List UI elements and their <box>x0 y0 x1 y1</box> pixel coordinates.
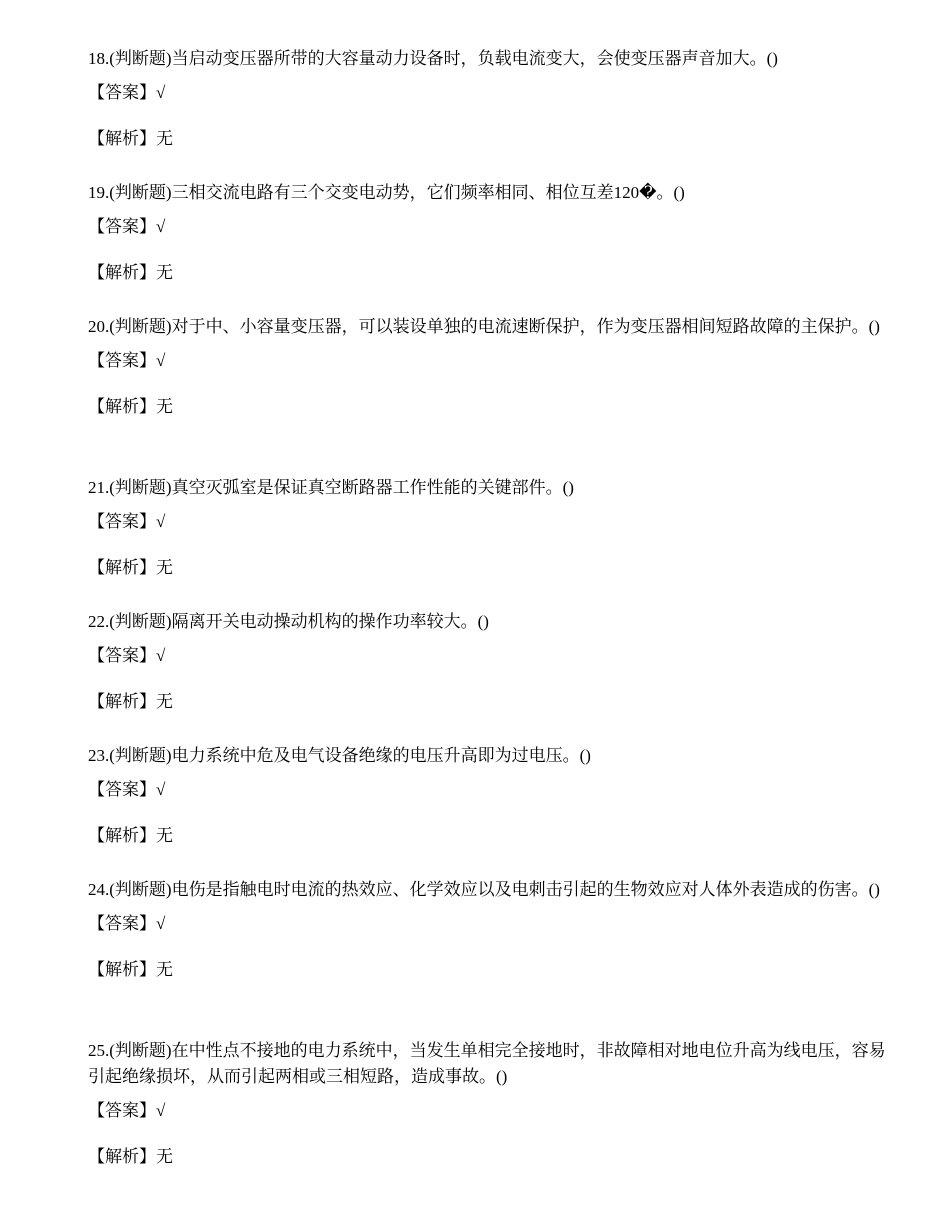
question-number: 25. <box>88 1041 110 1060</box>
answer-value: √ <box>156 646 166 665</box>
answer-line <box>88 777 893 803</box>
analysis-label: 【解析】 <box>88 826 156 845</box>
answer-line <box>88 911 893 937</box>
answer-line <box>88 80 893 106</box>
question-body: 电伤是指触电时电流的热效应、化学效应以及电刺击引起的生物效应对人体外表造成的伤害。() <box>171 880 880 899</box>
question-body: 当启动变压器所带的大容量动力设备时，负载电流变大，会使变压器声音加大。() <box>171 49 778 68</box>
answer-value: √ <box>156 83 166 102</box>
question-22 <box>88 609 893 743</box>
analysis-label: 【解析】 <box>88 1147 156 1166</box>
question-text <box>88 180 893 206</box>
analysis-value: 无 <box>156 263 173 282</box>
question-type: (判断题) <box>109 49 172 68</box>
question-19 <box>88 180 893 314</box>
question-type: (判断题) <box>109 746 172 765</box>
question-type: (判断题) <box>109 317 172 336</box>
analysis-value: 无 <box>156 692 173 711</box>
question-type: (判断题) <box>109 612 172 631</box>
answer-line <box>88 1098 893 1124</box>
analysis-line <box>88 260 893 286</box>
question-body: 三相交流电路有三个交变电动势，它们频率相同、相位互差120�。() <box>171 183 685 202</box>
question-text <box>88 743 893 769</box>
answer-label: 【答案】 <box>88 83 156 102</box>
question-number: 21. <box>88 478 110 497</box>
answer-value: √ <box>156 512 166 531</box>
answer-value: √ <box>156 217 166 236</box>
analysis-label: 【解析】 <box>88 129 156 148</box>
question-list <box>88 46 893 1199</box>
question-number: 19. <box>88 183 110 202</box>
analysis-line <box>88 823 893 849</box>
question-number: 23. <box>88 746 110 765</box>
answer-value: √ <box>156 1101 166 1120</box>
question-body: 对于中、小容量变压器，可以装设单独的电流速断保护，作为变压器相间短路故障的主保护。() <box>171 317 880 336</box>
question-text <box>88 877 893 903</box>
analysis-value: 无 <box>156 558 173 577</box>
analysis-line <box>88 126 893 152</box>
question-25 <box>88 1038 893 1199</box>
answer-value: √ <box>156 914 166 933</box>
question-body: 在中性点不接地的电力系统中，当发生单相完全接地时，非故障相对地电位升高为线电压，容易引起绝缘损坏，从而引起两相或三相短路，造成事故。() <box>88 1041 886 1086</box>
answer-value: √ <box>156 780 166 799</box>
answer-line <box>88 348 893 374</box>
analysis-label: 【解析】 <box>88 692 156 711</box>
analysis-value: 无 <box>156 397 173 416</box>
answer-label: 【答案】 <box>88 512 156 531</box>
analysis-label: 【解析】 <box>88 263 156 282</box>
analysis-label: 【解析】 <box>88 960 156 979</box>
answer-label: 【答案】 <box>88 780 156 799</box>
answer-label: 【答案】 <box>88 217 156 236</box>
answer-label: 【答案】 <box>88 1101 156 1120</box>
question-number: 22. <box>88 612 110 631</box>
answer-line <box>88 214 893 240</box>
question-18 <box>88 46 893 180</box>
question-text <box>88 475 893 501</box>
analysis-value: 无 <box>156 129 173 148</box>
answer-label: 【答案】 <box>88 914 156 933</box>
question-number: 24. <box>88 880 110 899</box>
answer-line <box>88 509 893 535</box>
question-text <box>88 46 893 72</box>
question-body: 真空灭弧室是保证真空断路器工作性能的关键部件。() <box>171 478 574 497</box>
analysis-line <box>88 957 893 983</box>
question-text <box>88 1038 893 1090</box>
question-number: 20. <box>88 317 110 336</box>
analysis-line <box>88 689 893 715</box>
question-23 <box>88 743 893 877</box>
question-text <box>88 314 893 340</box>
question-24 <box>88 877 893 1038</box>
question-type: (判断题) <box>109 183 172 202</box>
question-type: (判断题) <box>109 1041 172 1060</box>
answer-line <box>88 643 893 669</box>
question-text <box>88 609 893 635</box>
analysis-value: 无 <box>156 960 173 979</box>
analysis-label: 【解析】 <box>88 558 156 577</box>
question-type: (判断题) <box>109 880 172 899</box>
question-20 <box>88 314 893 475</box>
question-type: (判断题) <box>109 478 172 497</box>
question-body: 隔离开关电动操动机构的操作功率较大。() <box>171 612 489 631</box>
answer-label: 【答案】 <box>88 351 156 370</box>
question-body: 电力系统中危及电气设备绝缘的电压升高即为过电压。() <box>171 746 591 765</box>
answer-label: 【答案】 <box>88 646 156 665</box>
analysis-line <box>88 394 893 420</box>
question-number: 18. <box>88 49 110 68</box>
analysis-line <box>88 555 893 581</box>
analysis-label: 【解析】 <box>88 397 156 416</box>
question-21 <box>88 475 893 609</box>
analysis-line <box>88 1144 893 1170</box>
answer-value: √ <box>156 351 166 370</box>
analysis-value: 无 <box>156 826 173 845</box>
analysis-value: 无 <box>156 1147 173 1166</box>
